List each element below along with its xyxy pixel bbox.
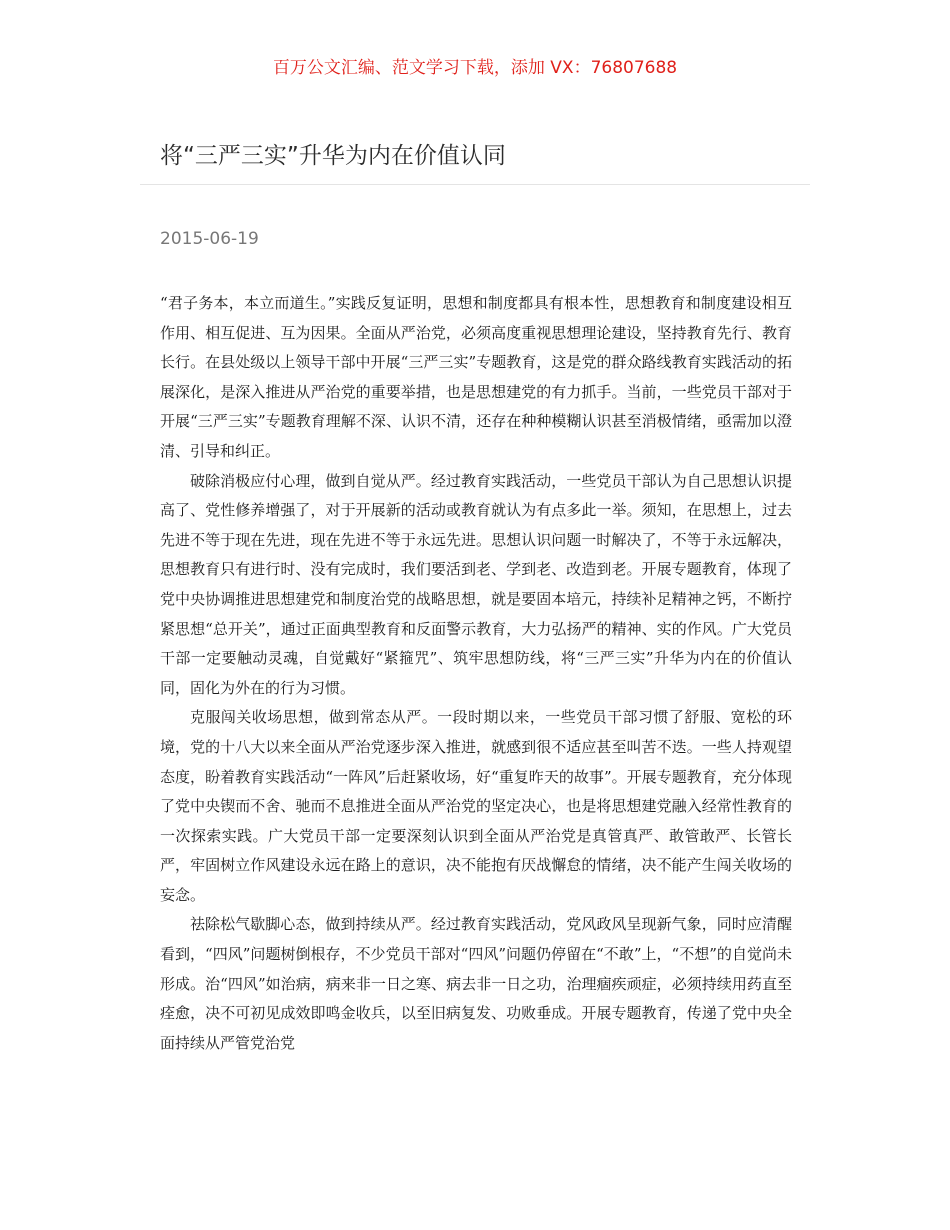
article-paragraph-4: 祛除松气歇脚心态，做到持续从严。经过教育实践活动，党风政风呈现新气象，同时应清醒看到，“四风”问题树倒根存，不少党员干部对“四风”问题仍停留在“不敢”上，“不想”的自觉尚未形成。治“四风”如治病，病来非一日之寒、病去非一日之功，治理痼疾顽症，必须持续用药直至痊愈，决不可初见成效即鸣金收兵，以至旧病复发、功败垂成。开展专题教育，传递了党中央全面持续从严管党治党 [160,915,792,1052]
title-divider [140,184,810,185]
article-title: 将“三严三实”升华为内在价值认同 [160,143,506,169]
article-paragraph-1: “君子务本，本立而道生。”实践反复证明，思想和制度都具有根本性，思想教育和制度建设相互作用、相互促进、互为因果。全面从严治党，必须高度重视思想理论建设，坚持教育先行、教育长行。在县处级以上领导干部中开展“三严三实”专题教育，这是党的群众路线教育实践活动的拓展深化，是深入推进从严治党的重要举措，也是思想建党的有力抓手。当前，一些党员干部对于开展“三严三实”专题教育理解不深、认识不清，还存在种种模糊认识甚至消极情绪，亟需加以澄清、引导和纠正。 [160,294,792,460]
promo-banner: 百万公文汇编、范文学习下载，添加 VX：76807688 [272,58,678,78]
article-body [160,289,792,1058]
article-paragraph-3: 克服闯关收场思想，做到常态从严。一段时期以来，一些党员干部习惯了舒服、宽松的环境，党的十八大以来全面从严治党逐步深入推进，就感到很不适应甚至叫苦不迭。一些人持观望态度，盼着教育实践活动“一阵风”后赶紧收场，好“重复昨天的故事”。开展专题教育，充分体现了党中央锲而不舍、驰而不息推进全面从严治党的坚定决心，也是将思想建党融入经常性教育的一次探索实践。广大党员干部一定要深刻认识到全面从严治党是真管真严、敢管敢严、长管长严，牢固树立作风建设永远在路上的意识，决不能抱有厌战懈怠的情绪，决不能产生闯关收场的妄念。 [160,708,792,904]
publish-date: 2015-06-19 [160,229,259,249]
article-paragraph-2: 破除消极应付心理，做到自觉从严。经过教育实践活动，一些党员干部认为自己思想认识提高了、党性修养增强了，对于开展新的活动或教育就认为有点多此一举。须知，在思想上，过去先进不等于现在先进，现在先进不等于永远先进。思想认识问题一时解决了，不等于永远解决，思想教育只有进行时、没有完成时，我们要活到老、学到老、改造到老。开展专题教育，体现了党中央协调推进思想建党和制度治党的战略思想，就是要固本培元，持续补足精神之钙，不断拧紧思想“总开关”，通过正面典型教育和反面警示教育，大力弘扬严的精神、实的作风。广大党员干部一定要触动灵魂，自觉戴好“紧箍咒”、筑牢思想防线，将“三严三实”升华为内在的价值认同，固化为外在的行为习惯。 [160,471,792,697]
